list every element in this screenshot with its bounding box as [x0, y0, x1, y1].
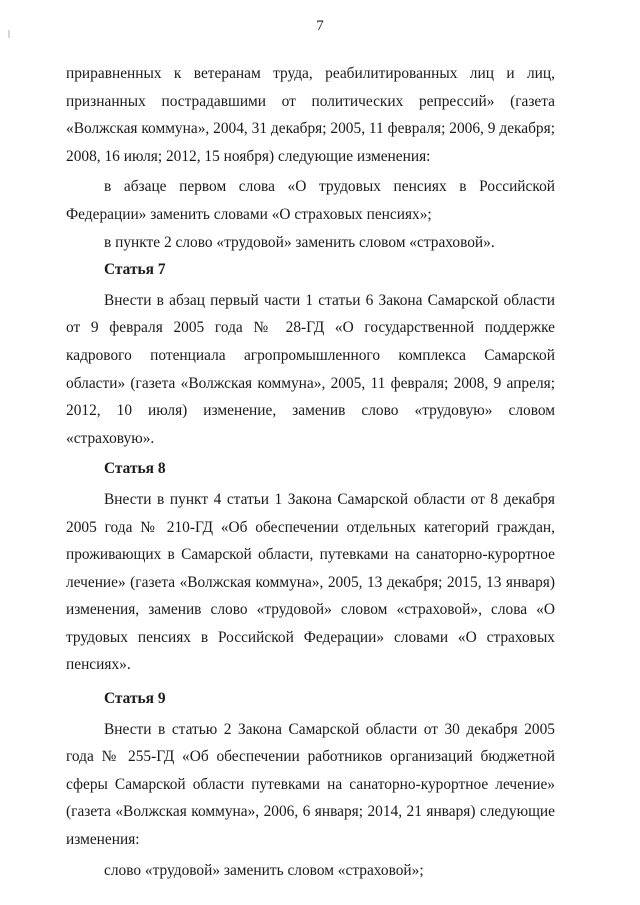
paragraph-1: приравненных к ветеранам труда, реабилитированных лиц и лиц, признанных пострадавшими от политических репрессий» (газета «Волжская коммуна», 2004, 31 декабря; 2005, 11 февраля; 2006, 9 декабря; 2008, 16 июля; 2012, 15 ноября) следующие изменения:	[66, 65, 555, 165]
article-9-text: Внести в статью 2 Закона Самарской области от 30 декабря 2005 года № 255-ГД «Об обеспечении работников организаций бюджетной сферы Самарской области путевками на санаторно-курортное лечение» (газета «Волжская коммуна», 2006, 6 января; 2014, 21 января) следующие изменения:	[66, 720, 555, 849]
paragraph-3: в пункте 2 слово «трудовой» заменить словом «страховой».	[104, 233, 495, 251]
paragraph-2: в абзаце первом слова «О трудовых пенсиях в Российской Федерации» заменить словами «О страховых пенсиях»;	[66, 178, 555, 223]
article-7-heading: Статья 7	[104, 261, 166, 279]
article-9-heading: Статья 9	[104, 690, 166, 708]
document-body	[66, 60, 555, 884]
article-9-item: слово «трудовой» заменить словом «страховой»;	[104, 861, 424, 879]
article-7-text: Внести в абзац первый части 1 статьи 6 Закона Самарской области от 9 февраля 2005 года № 28-ГД «О государственной поддержке кадрового потенциала агропромышленного комплекса Самарской области» (газета «Волжская коммуна», 2005, 11 февраля; 2008, 9 апреля; 2012, 10 июля) изменение, заменив слово «трудовую» словом «страховую».	[66, 291, 555, 447]
article-8-heading: Статья 8	[104, 460, 166, 478]
page-number: 7	[316, 18, 324, 34]
article-8-text: Внести в пункт 4 статьи 1 Закона Самарской области от 8 декабря 2005 года № 210-ГД «Об обеспечении отдельных категорий граждан, проживающих в Самарской области, путевками на санаторно-курортное лечение» (газета «Волжская коммуна», 2005, 13 декабря; 2015, 13 января) изменения, заменив слово «трудовой» словом «страховой», слова «О трудовых пенсиях в Российской Федерации» словами «О страховых пенсиях».	[66, 490, 555, 674]
